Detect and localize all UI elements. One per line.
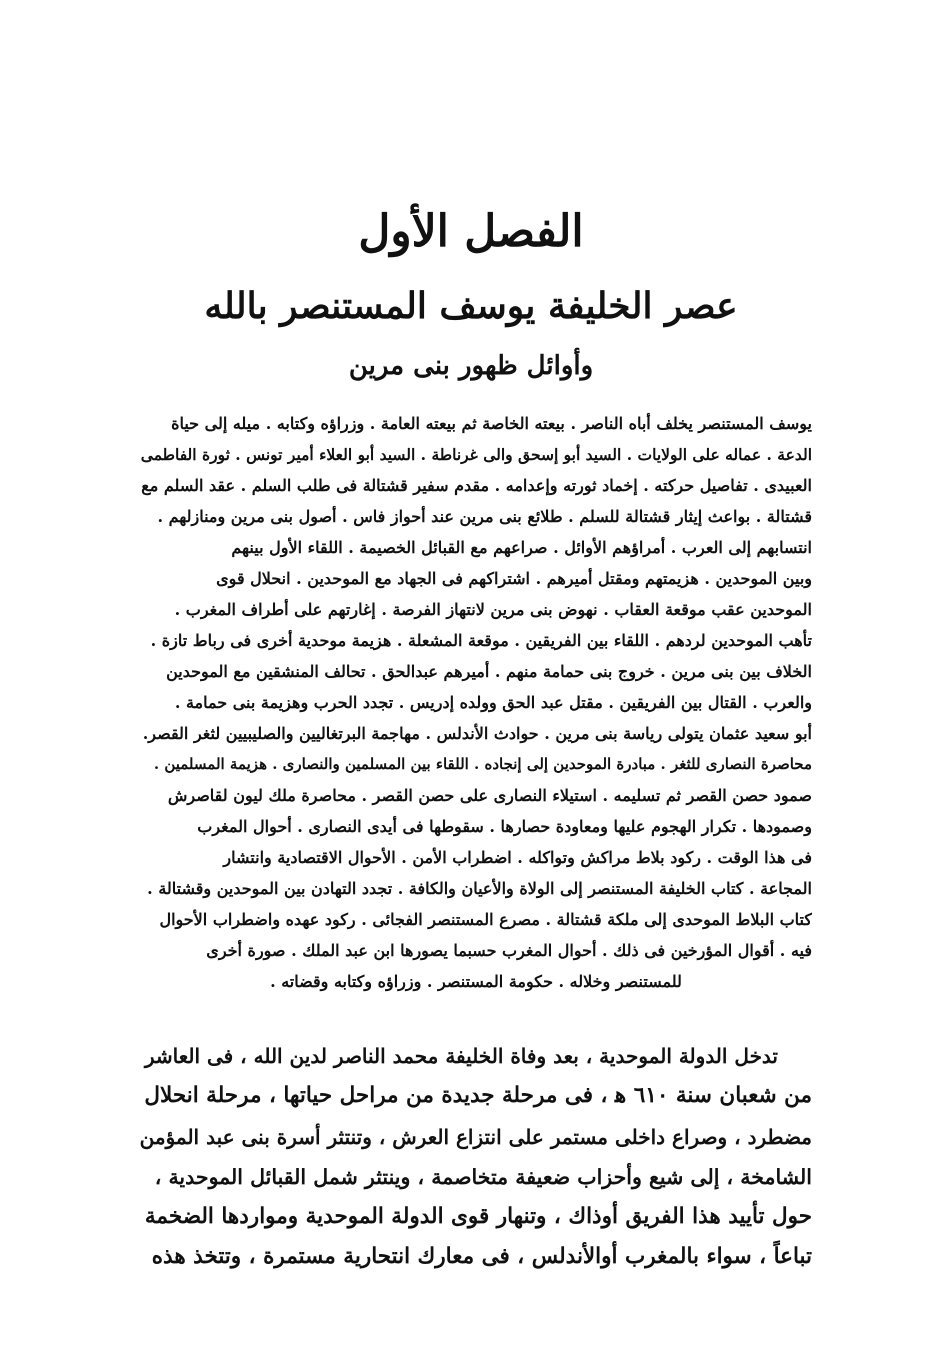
summary-line: يوسف المستنصر يخلف أباه الناصر . بيعته الخاصة ثم بيعته العامة . وزراؤه وكتابه . ميله إلى حياة: [171, 414, 812, 433]
summary-line: العبيدى . تفاصيل حركته . إخماد ثورته وإعدامه . مقدم سفير قشتالة فى طلب السلم . عقد السلم مع: [141, 476, 812, 495]
chapter-summary: [140, 408, 812, 997]
summary-line: قشتالة . بواعث إيثار قشتالة للسلم . طلائع بنى مرين عند أحواز فاس . أصول بنى مرين ومنازلهم .: [157, 507, 812, 526]
summary-line: والعرب . القتال بين الفريقين . مقتل عبد الحق وولده إدريس . تجدد الحرب وهزيمة بنى حمامة .: [174, 693, 812, 712]
summary-line: انتسابهم إلى العرب . أمراؤهم الأوائل . صراعهم مع القبائل الخصيمة . اللقاء الأول بينهم: [231, 538, 812, 557]
body-line: مضطرد ، وصراع داخلى مستمر على انتزاع العرش ، وتنتثر أسرة بنى عبد المؤمن: [140, 1124, 812, 1149]
summary-line: الخلاف بين بنى مرين . خروج بنى حمامة منهم . أميرهم عبدالحق . تحالف المنشقين مع الموحدين: [166, 662, 812, 681]
summary-line: تأهب الموحدين لردهم . اللقاء بين الفريقين . موقعة المشعلة . هزيمة موحدية أخرى فى رباط تازة .: [150, 631, 812, 650]
summary-line: الموحدين عقب موقعة العقاب . نهوض بنى مرين لانتهاز الفرصة . إغارتهم على أطراف المغرب .: [174, 600, 812, 619]
summary-line: وصمودها . تكرار الهجوم عليها ومعاودة حصارها . سقوطها فى أيدى النصارى . أحوال المغرب: [197, 817, 812, 836]
body-line: الشامخة ، إلى شيع وأحزاب ضعيفة متخاصمة ، وينتثر شمل القبائل الموحدية ،: [154, 1164, 812, 1189]
chapter-title: عصر الخليفة يوسف المستنصر بالله: [204, 285, 738, 327]
body-paragraph: [140, 1036, 812, 1278]
body-line: حول تأييد هذا الفريق أوذاك ، وتنهار قوى الدولة الموحدية ومواردها الضخمة: [144, 1204, 812, 1230]
summary-line: المجاعة . كتاب الخليفة المستنصر إلى الولاة والأعيان والكافة . تجدد التهادن بين الموحدين وقشتالة .: [147, 879, 812, 898]
summary-line: للمستنصر وخلاله . حكومة المستنصر . وزراؤه وكتابه وقضاته .: [270, 972, 682, 991]
summary-line: محاصرة النصارى للثغر . مبادرة الموحدين إلى إنجاده . اللقاء بين المسلمين والنصارى . هزيمة المسلمين .: [153, 755, 812, 773]
summary-line: كتاب البلاط الموحدى إلى ملكة قشتالة . مصرع المستنصر الفجائى . ركود عهده واضطراب الأحوال: [159, 910, 812, 929]
chapter-heading: الفصل الأول: [358, 206, 584, 257]
summary-line: أبو سعيد عثمان يتولى رياسة بنى مرين . حوادث الأندلس . مهاجمة البرتغاليين والصليبيين لثغر القصر.: [142, 724, 812, 743]
chapter-subtitle: وأوائل ظهور بنى مرين: [348, 351, 594, 381]
summary-line: صمود حصن القصر ثم تسليمه . استيلاء النصارى على حصن القصر . محاصرة ملك ليون لقاصرش: [167, 786, 812, 805]
body-line: تدخل الدولة الموحدية ، بعد وفاة الخليفة محمد الناصر لدين الله ، فى العاشر: [144, 1044, 778, 1068]
body-line: تباعاً ، سواء بالمغرب أوالأندلس ، فى معارك انتحارية مستمرة ، وتتخذ هذه: [151, 1244, 812, 1270]
summary-line: فى هذا الوقت . ركود بلاط مراكش وتواكله . اضطراب الأمن . الأحوال الاقتصادية وانتشار: [223, 848, 812, 867]
body-line: من شعبان سنة ٦١٠ ﻫ ، فى مرحلة جديدة من مراحل حياتها ، مرحلة انحلال: [144, 1083, 812, 1109]
summary-line: فيه . أقوال المؤرخين فى ذلك . أحوال المغرب حسبما يصورها ابن عبد الملك . صورة أخرى: [206, 941, 812, 960]
summary-line: الدعة . عماله على الولايات . السيد أبو إسحق والى غرناطة . السيد أبو العلاء أمير تونس . ثورة الفاطمى: [140, 445, 812, 464]
summary-line: وبين الموحدين . هزيمتهم ومقتل أميرهم . اشتراكهم فى الجهاد مع الموحدين . انحلال قوى: [216, 569, 812, 588]
